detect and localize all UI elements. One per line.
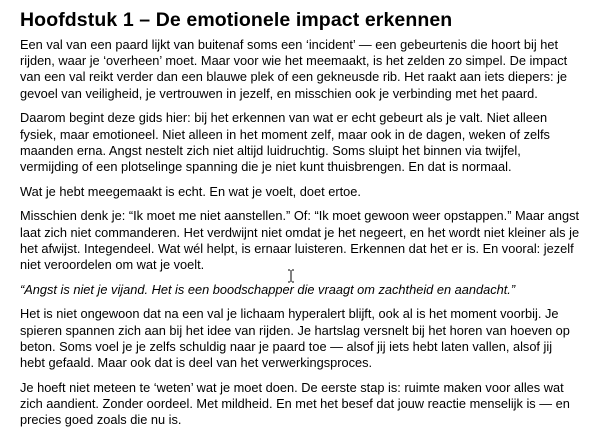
text-cursor-icon: [287, 269, 295, 283]
paragraph-real: Wat je hebt meegemaakt is echt. En wat je voelt, doet ertoe.: [20, 183, 361, 199]
paragraph-first-step: Je hoeft niet meteen te ‘weten’ wat je moet doen. De eerste stap is: ruimte maken voor alles wat zich aandient. Zonder oordeel. Met mildheid. En met het besef dat jouw reactie menselijk is — en precies goed zoals die nu is.: [20, 379, 570, 428]
page-title: Hoofdstuk 1 – De emotionele impact erkennen: [20, 9, 453, 31]
quote-paragraph: “Angst is niet je vijand. Het is een boodschapper die vraagt om zachtheid en aandacht.”: [20, 281, 516, 297]
paragraph-intro: Een val van een paard lijkt van buitenaf soms een ‘incident’ — een gebeurtenis die hoort bij het rijden, waar je ‘overheen’ moet. Maar voor wie het meemaakt, is het zelden zo simpel. De impact van een val reikt verder dan een blauwe plek of een gekneusde rib. Het raakt aan iets diepers: je gevoel van veiligheid, je vertrouwen in jezelf, en misschien ook je verbinding met het paard.: [20, 37, 568, 101]
paragraph-body-alert: Het is niet ongewoon dat na een val je lichaam hyperalert blijft, ook al is het moment voorbij. Je spieren spannen zich aan bij het idee van rijden. Je hartslag versnelt bij het horen van hoeven op beton. Soms voel je je zelfs schuldig naar je paard toe — alsof jij iets hebt laten vallen, alsof jij hebt gefaald. Maar ook dat is deel van het verwerkingsproces.: [20, 306, 570, 370]
paragraph-thoughts: Misschien denk je: “Ik moet me niet aanstellen.” Of: “Ik moet gewoon weer opstappen.” Maar angst laat zich niet commanderen. Het verdwijnt niet omdat je het negeert, en het wordt niet kleiner als je het afwijst. Integendeel. Wat wél helpt, is ernaar luisteren. Erkennen dat het er is. En vooral: jezelf niet veroordelen om wat je voelt.: [20, 208, 580, 272]
paragraph-acknowledge: Daarom begint deze gids hier: bij het erkennen van wat er echt gebeurt als je valt. Niet alleen fysiek, maar emotioneel. Niet alleen in het moment zelf, maar ook in de dagen, weken of zelfs maanden erna. Angst nestelt zich niet altijd luidruchtig. Soms sluipt het binnen via twijfel, vermijding of een plotselinge spanning die je niet kunt thuisbrengen. En dat is normaal.: [20, 110, 550, 174]
